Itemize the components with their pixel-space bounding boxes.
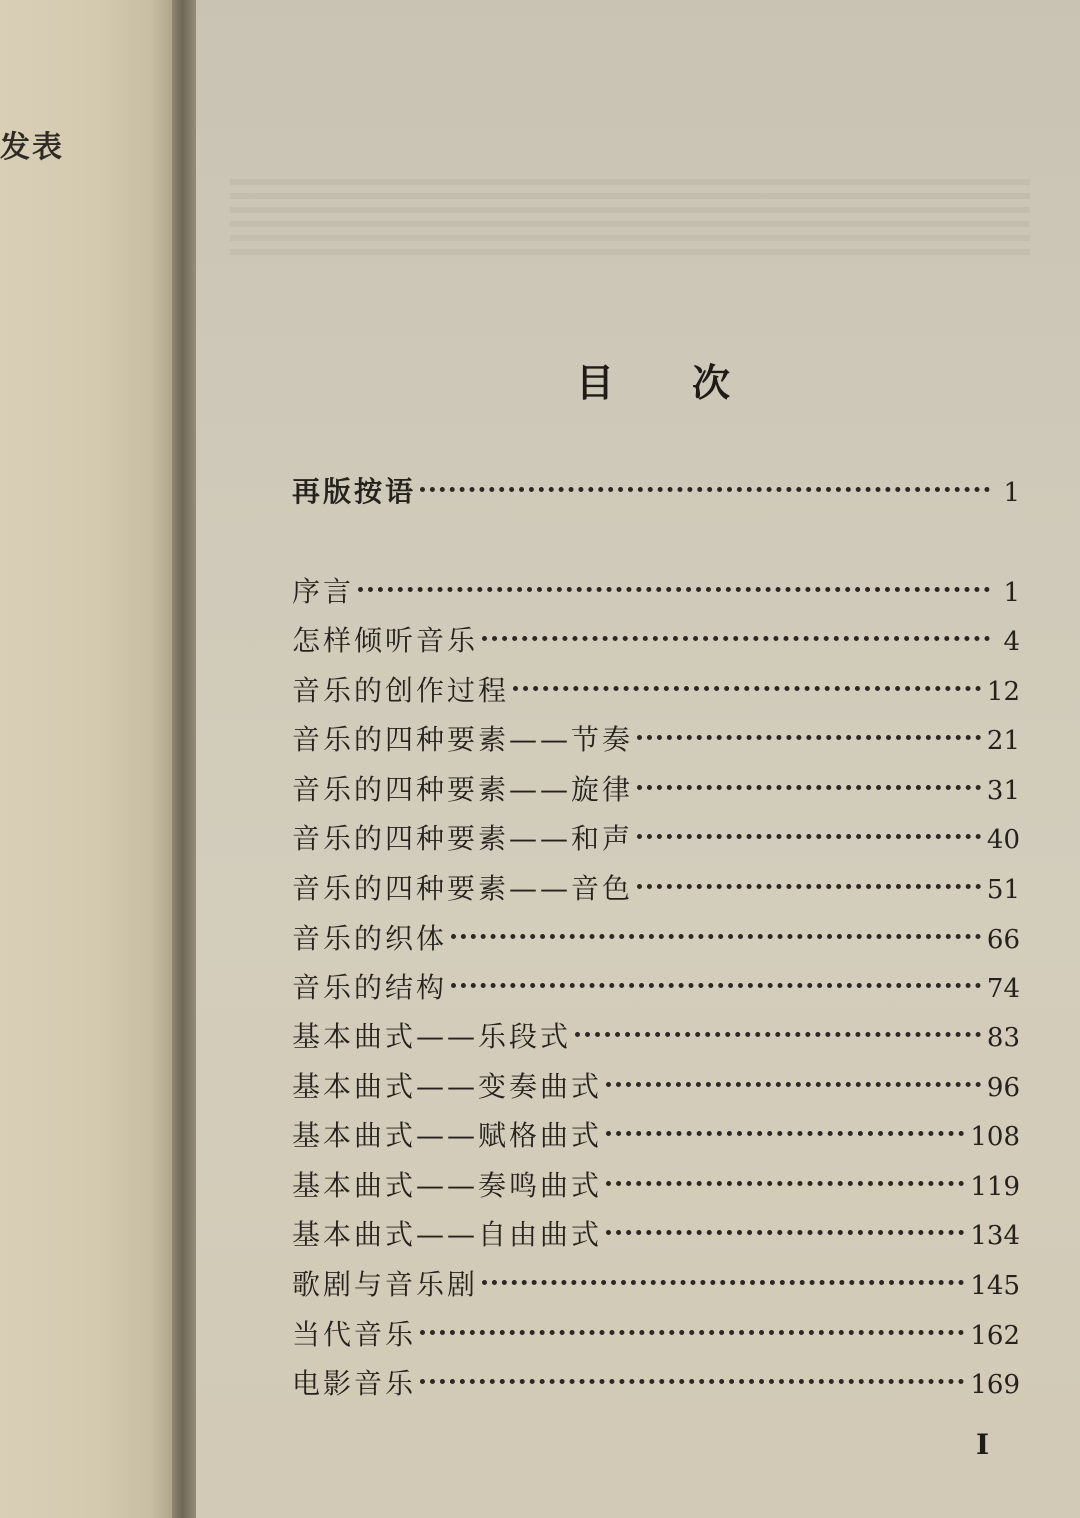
toc-leader-dots (451, 983, 981, 988)
toc-entry-title: 音乐的四种要素——节奏 (292, 723, 634, 756)
toc-entry-page: 12 (986, 677, 1020, 707)
toc-entry-title: 基本曲式——变奏曲式 (292, 1070, 603, 1103)
book-gutter (172, 0, 198, 1518)
toc-leader-dots (637, 884, 981, 889)
toc-entry-page: 4 (1003, 627, 1020, 657)
toc-leader-dots (606, 1230, 964, 1235)
toc-leader-dots (606, 1131, 964, 1136)
toc-entry-title: 序言 (292, 575, 355, 608)
toc-entry[interactable] (292, 1313, 1020, 1353)
toc-entry[interactable] (292, 669, 1020, 709)
toc-entry[interactable] (292, 1164, 1020, 1204)
toc-entry[interactable] (292, 1263, 1020, 1303)
contents-title (576, 352, 736, 412)
toc-entry[interactable] (292, 1213, 1020, 1253)
show-through-texture (230, 175, 1030, 255)
toc-entry[interactable] (292, 768, 1020, 808)
toc-entry-title: 音乐的四种要素——旋律 (292, 773, 634, 806)
toc-entry-title: 基本曲式——自由曲式 (292, 1218, 603, 1251)
toc-entry[interactable] (292, 1015, 1020, 1055)
toc-leader-dots (513, 686, 981, 691)
toc-entry[interactable] (292, 470, 1020, 510)
toc-entry-title: 怎样倾听音乐 (292, 624, 479, 657)
toc-entry-title: 基本曲式——乐段式 (292, 1020, 572, 1053)
toc-entry-page: 51 (986, 875, 1020, 905)
toc-leader-dots (606, 1082, 981, 1087)
toc-entry[interactable] (292, 1362, 1020, 1402)
toc-leader-dots (637, 834, 981, 839)
contents-title-char: 目 (576, 360, 615, 405)
toc-entry-page: 66 (986, 925, 1020, 955)
toc-entry-title: 音乐的创作过程 (292, 674, 510, 707)
toc-leader-dots (358, 587, 990, 592)
toc-leader-dots (637, 785, 981, 790)
toc-entry-page: 145 (970, 1271, 1020, 1301)
toc-entry-title: 音乐的四种要素——音色 (292, 872, 634, 905)
toc-leader-dots (420, 1330, 964, 1335)
toc-entry-page: 1 (1003, 578, 1020, 608)
toc-entry[interactable] (292, 1114, 1020, 1154)
toc-leader-dots (482, 1280, 964, 1285)
toc-entry[interactable] (292, 867, 1020, 907)
toc-entry-page: 74 (986, 974, 1020, 1004)
toc-entry-title: 再版按语 (292, 475, 417, 508)
toc-entry[interactable] (292, 570, 1020, 610)
toc-entry-page: 134 (970, 1221, 1020, 1251)
toc-entry-title: 电影音乐 (292, 1367, 417, 1400)
toc-entry-page: 21 (986, 726, 1020, 756)
toc-entry[interactable] (292, 619, 1020, 659)
toc-entry[interactable] (292, 718, 1020, 758)
toc-entry-title: 音乐的织体 (292, 922, 448, 955)
toc-entry-page: 96 (986, 1073, 1020, 1103)
toc-entry-title: 歌剧与音乐剧 (292, 1268, 479, 1301)
toc-entry-page: 40 (986, 825, 1020, 855)
toc-leader-dots (575, 1032, 981, 1037)
toc-entry-title: 音乐的四种要素——和声 (292, 822, 634, 855)
toc-entry-page: 1 (1003, 478, 1020, 508)
left-page (0, 0, 178, 1518)
toc-entry-page: 31 (986, 776, 1020, 806)
toc-entry-page: 162 (970, 1321, 1020, 1351)
toc-leader-dots (637, 735, 981, 740)
toc-entry-page: 108 (970, 1122, 1020, 1152)
toc-leader-dots (482, 636, 990, 641)
toc-entry-page: 119 (970, 1172, 1020, 1202)
left-page-text-fragment: 发表 (0, 130, 64, 165)
toc-entry-title: 基本曲式——奏鸣曲式 (292, 1169, 603, 1202)
toc-entry-title: 基本曲式——赋格曲式 (292, 1119, 603, 1152)
toc-entry-page: 169 (970, 1370, 1020, 1400)
toc-leader-dots (420, 487, 990, 492)
toc-entry-page: 83 (986, 1023, 1020, 1053)
page-folio: I (976, 1428, 990, 1461)
toc-entry[interactable] (292, 966, 1020, 1006)
toc-leader-dots (420, 1379, 964, 1384)
contents-title-char: 次 (692, 360, 731, 405)
toc-entry-title: 音乐的结构 (292, 971, 448, 1004)
toc-entry[interactable] (292, 1065, 1020, 1105)
toc-leader-dots (451, 934, 981, 939)
toc-leader-dots (606, 1181, 964, 1186)
toc-entry-title: 当代音乐 (292, 1318, 417, 1351)
toc-entry[interactable] (292, 917, 1020, 957)
toc-entry[interactable] (292, 817, 1020, 857)
